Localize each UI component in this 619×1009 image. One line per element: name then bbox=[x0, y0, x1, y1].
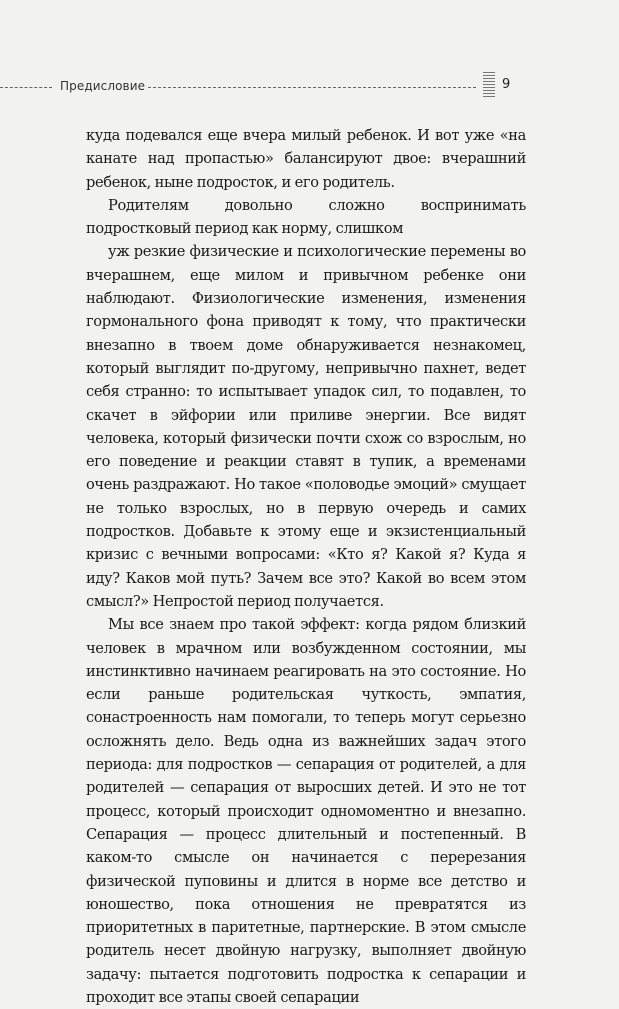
paragraph: Родителям довольно сложно воспринимать подростковый период как норму, слишком bbox=[86, 196, 526, 238]
body-text bbox=[86, 124, 526, 1009]
paragraph-continuation: куда подевался еще вчера милый ребенок. И вот уже «на канате над пропастью» балансируют двое: вчерашний ребенок, ныне подросток, и его родитель. bbox=[86, 127, 526, 191]
header-dashed-rule-left bbox=[0, 87, 52, 88]
paragraph: уж резкие физические и психологические перемены во вчерашнем, еще милом и привычном ребенке они наблюдают. Физиологические изменения, изменения гормонального фона приводят к тому, что практически внезапно в твоем доме обнаруживается незнакомец, который выглядит по-другому, непривычно пахнет, ведет себя странно: то испытывает упадок сил, то подавлен, то скачет в эйфории или приливе энергии. Все видят человека, который физически почти схож со взрослым, но его поведение и реакции ставят в тупик, а временами очень раздражают. Но такое «половодье эмоций» смущает не только взрослых, но в первую очередь и самих подростков. Добавьте к этому еще и экзистенциальный кризис с вечными вопросами: «Кто я? Какой я? Куда я иду? Каков мой путь? Зачем все это? Какой во всем этом смысл?» Непростой период получается. bbox=[86, 243, 526, 610]
running-header bbox=[0, 77, 619, 97]
section-title: Предисловие bbox=[60, 79, 146, 93]
page-number: 9 bbox=[502, 77, 511, 92]
paragraph: Мы все знаем про такой эффект: когда рядом близкий человек в мрачном или возбужденном состоянии, мы инстинктивно начинаем реагировать на это состояние. Но если раньше родительская чуткость, эмпатия, сонастроенность нам помогали, то теперь могут серьезно осложнять дело. Ведь одна из важнейших задач этого периода: для подростков — сепарация от родителей, а для родителей — сепарация от выросших детей. И это не тот процесс, который происходит одномоментно и внезапно. Сепарация — процесс длительный и постепенный. В каком-то смысле он начинается с перерезания физической пуповины и длится в норме все детство и юношество, пока отношения не превратятся из приоритетных в паритетные, партнерские. В этом смысле родитель несет двойную нагрузку, выполняет двойную задачу: пытается подготовить подростка к сепарации и проходит все этапы своей сепарации bbox=[86, 616, 526, 1006]
page-marker-lines-icon bbox=[483, 72, 495, 104]
header-dashed-rule-right bbox=[148, 87, 476, 88]
